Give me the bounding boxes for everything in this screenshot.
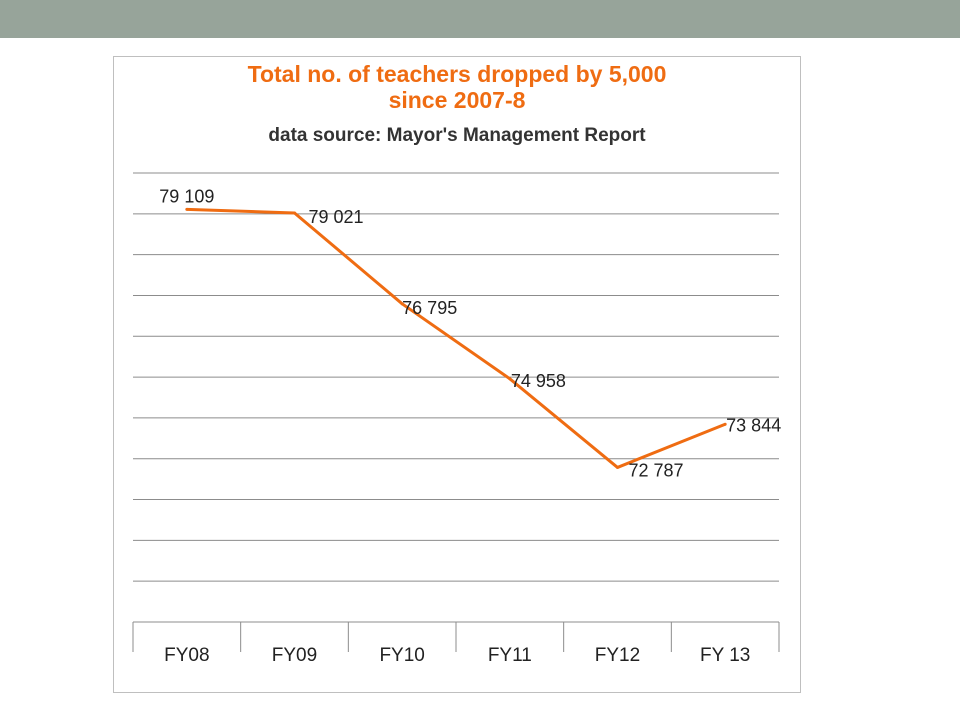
x-tick-label-3: FY11: [487, 645, 532, 666]
chart-title-line-1: Total no. of teachers dropped by 5,000: [247, 61, 667, 87]
data-label-0: 79 109: [159, 186, 215, 207]
x-tick-label-0: FY08: [164, 645, 210, 666]
x-tick-label-5: FY 13: [699, 645, 751, 666]
series-line: [187, 206, 725, 467]
chart-subtitle: data source: Mayor's Management Report: [268, 125, 646, 146]
x-tick-label-2: FY10: [379, 645, 425, 666]
data-label-4: 72 787: [628, 460, 684, 481]
data-label-1: 79 021: [308, 206, 364, 227]
data-label-2: 76 795: [402, 297, 458, 318]
chart-frame: [113, 56, 801, 693]
line-chart: [114, 57, 800, 692]
top-banner: [0, 0, 960, 38]
data-label-3: 74 958: [510, 370, 566, 391]
data-point-0: [185, 208, 188, 211]
data-label-5: 73 844: [726, 415, 782, 436]
data-point-4: [616, 466, 619, 469]
chart-title-line-2: since 2007-8: [388, 87, 526, 113]
data-point-1: [293, 211, 296, 214]
x-tick-label-1: FY09: [271, 645, 318, 666]
x-tick-label-4: FY12: [594, 645, 641, 666]
